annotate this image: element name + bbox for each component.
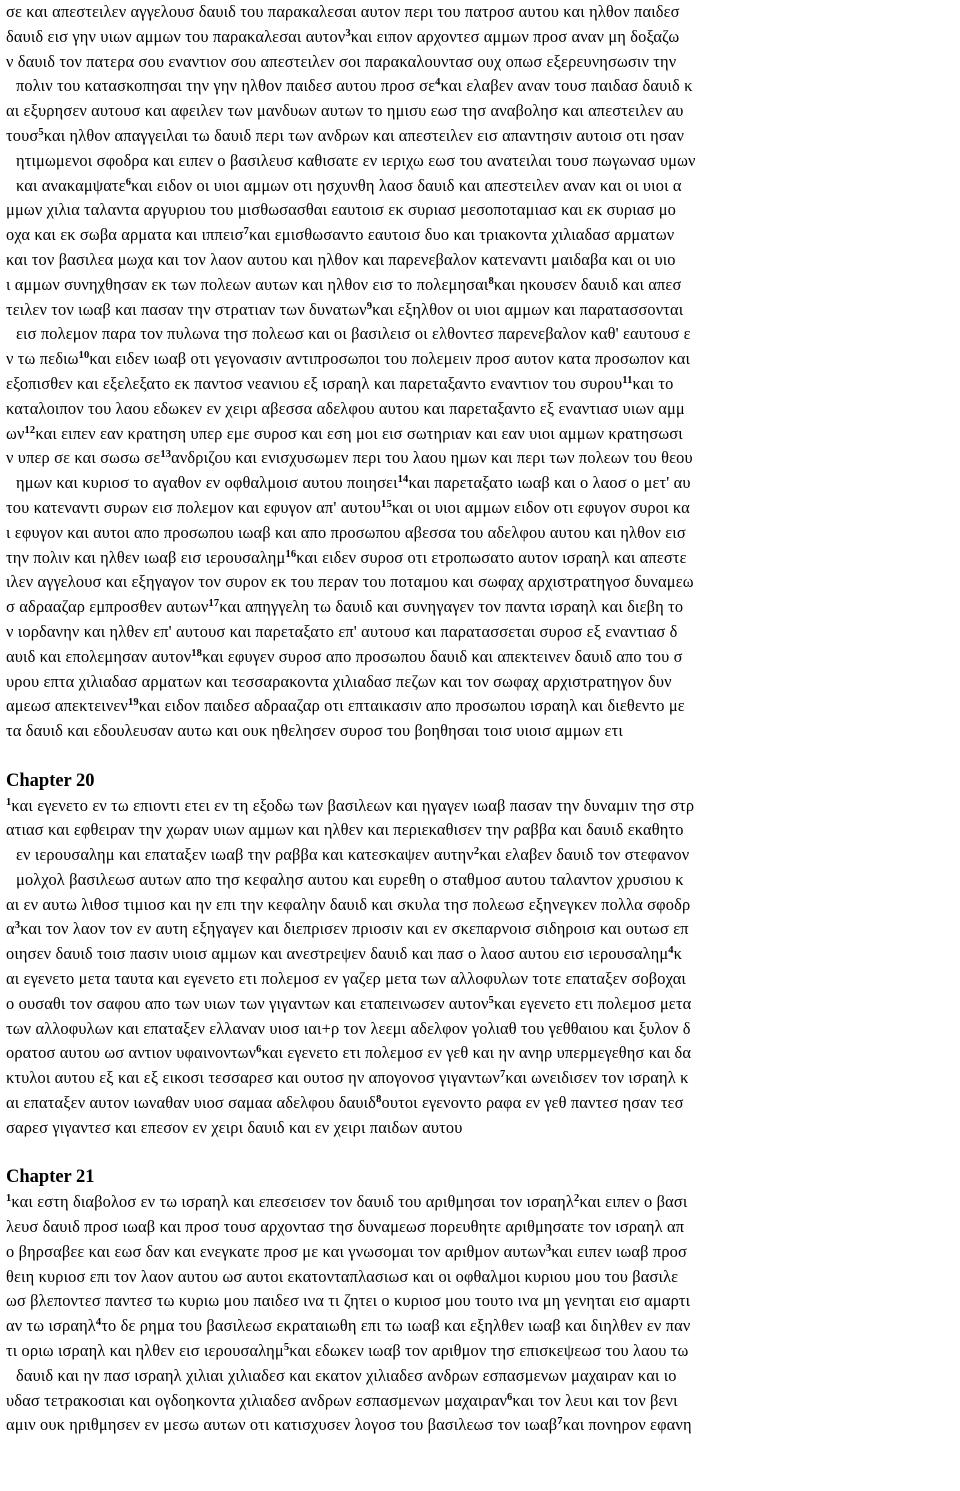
text-line: αι εν αυτω λιθοσ τιμιοσ και ην επι την κεφαλην δαυιδ και σκυλα τησ πολεωσ εξηνεγκεν πολλα σφοδρ — [6, 894, 691, 914]
text-line: εν ιερουσαλημ και επαταξεν ιωαβ την ραββα και κατεσκαψεν αυτην$^2$και ελαβεν δαυιδ τον στεφανον — [16, 845, 690, 865]
text-line: αυιδ και επολεμησαν αυτον$^{18}$και εφυγεν συροσ απο προσωπου δαυιδ και απεκτεινεν δαυιδ απο του σ — [6, 646, 683, 666]
verse-number: 1 — [6, 1193, 12, 1205]
text-line: την πολιν και ηλθεν ιωαβ εισ ιερουσαλημ$^{16}$και ειδεν συροσ οτι ετροπωσατο αυτον ισραηλ και απεστε — [6, 547, 687, 567]
text-line: $\alpha^3\kappa\alpha\iota$ τον λαον τον εν αυτη εξηγαγεν και διεπρισεν πριοσιν και εν σκεπαρνοισ σιδηροισ και ουτωσ επ — [6, 919, 689, 939]
text-line: ητιμωμενοι σφοδρα και ειπεν ο βασιλευσ καθισατε εν ιεριχω εωσ του ανατειλαι τουσ πωγωνασ υμων — [16, 150, 696, 170]
verse-number: 16 — [285, 548, 297, 560]
text-line: ορατοσ αυτου ωσ αντιον υφαινοντων$^6$και εγενετο ετι πολεμοσ εν γεθ και ην ανηρ υπερμεγεθησ και δα — [6, 1043, 692, 1063]
verse-number: 8 — [488, 275, 494, 287]
verse-number: 7 — [243, 226, 249, 238]
text-line: τειλεν τον ιωαβ και πασαν την στρατιαν των δυνατων$^9$και εξηλθον οι υιοι αμμων και παρατασσονται — [6, 299, 684, 319]
verse-number: 4 — [435, 77, 441, 89]
text-line: ν τω πεδιω$^{10}$και ειδεν ιωαβ οτι γεγονασιν αντιπροσωποι του πολεμειν προσ αυτον κατα προσωπον και — [6, 349, 691, 369]
text-line: του κατεναντι συρων εισ πολεμον και εφυγον απ' αυτου$^{15}$και οι υιοι αμμων ειδον οτι εφυγον συροι κα — [6, 497, 690, 517]
text-line: μολχολ βασιλεωσ αυτων απο τησ κεφαλησ αυτου και ευρεθη ο σταθμοσ αυτου ταλαντον χρυσιου κ — [16, 869, 684, 889]
text-line: αι επαταξεν αυτον ιωναθαν υιοσ σαμαα αδελφου δαυιδ$^8$ουτοι εγενοντο ραφα εν γεθ παντεσ ησαν τεσ — [6, 1093, 684, 1113]
text-line: ιλεν αγγελουσ και εξηγαγον τον συρον εκ του περαν του ποταμου και σωφαχ αρχιστρατηγοσ δυναμεω — [6, 572, 694, 592]
verse-number: 2 — [573, 1193, 580, 1205]
verse-number: 19 — [127, 697, 139, 709]
paragraph-gap — [6, 744, 956, 769]
text-line: υρου επτα χιλιαδασ αρματων και τεσσαρακοντα χιλιαδασ πεζων και τον σωφαχ αρχιστρατηγον δυν — [6, 671, 672, 691]
text-line: δαυιδ εισ γην υιων αμμων του παρακαλεσαι αυτον$^3$και ειπον αρχοντεσ αμμων προσ αναν μη δοξαζω — [6, 26, 680, 46]
text-line: ι αμμων συνηχθησαν εκ των πολεων αυτων και ηλθον εισ το πολεμησαι$^8$και ηκουσεν δαυιδ και απεσ — [6, 274, 682, 294]
text-line: κτυλοι αυτου εξ και εξ εικοσι τεσσαρεσ και ουτοσ ην απογονοσ γιγαντων$^7$και ωνειδισεν τον ισραηλ κ — [6, 1068, 689, 1088]
passage-chapter-19 — [6, 0, 956, 744]
text-line: $\omega\nu^{12}\kappa\alpha\iota$ ειπεν εαν κρατηση υπερ εμε συροσ και εση μοι εισ σωτηριαν και εαν υιοι αμμων κρατησωσι — [6, 423, 683, 443]
text-line: υδασ τετρακοσιαι και ογδοηκοντα χιλιαδεσ ανδρων εσπασμενων μαχαιραν$^6$και τον λευι και τον βενι — [6, 1390, 678, 1410]
verse-number: 8 — [376, 1094, 382, 1106]
verse-number: 3 — [345, 27, 351, 39]
text-line: ωσ βλεποντεσ παντεσ τω κυριω μου παιδεσ ινα τι ζητει ο κυριοσ μου τουτο ινα μη γενηται εισ αμαρτι — [6, 1291, 691, 1311]
verse-number: 10 — [78, 350, 90, 362]
chapter-heading: Chapter 21 — [6, 1167, 95, 1188]
text-line: εισ πολεμον παρα τον πυλωνα τησ πολεωσ και οι βασιλεισ οι ελθοντεσ παρενεβαλον καθ' εαυτουσ ε — [16, 324, 691, 344]
text-line: αν τω ισραηλ$^4$το δε ρημα του βασιλεωσ εκραταιωθη επι τω ιωαβ και εξηλθεν ιωαβ και διηλθεν εν παν — [6, 1316, 691, 1336]
text-line: $^1$και εστη διαβολοσ εν τω ισραηλ και επεσεισεν τον δαυιδ του αριθμησαι τον ισραηλ$^2$και ειπεν ο βασι — [6, 1192, 688, 1212]
verse-number: 5 — [488, 994, 494, 1006]
text-line: δαυιδ και ην πασ ισραηλ χιλιαι χιλιαδεσ και εκατον χιλιαδεσ ανδρων εσπασμενων μαχαιραν και ιο — [16, 1365, 677, 1385]
verse-number: 7 — [499, 1069, 506, 1081]
text-line: ν ιορδανην και ηλθεν επ' αυτουσ και παρεταξατο επ' αυτουσ και παρατασσεται συροσ εξ εναντιασ δ — [6, 621, 678, 641]
text-line: οιησεν δαυιδ τοισ πασιν υιοισ αμμων και ανεστρεψεν δαυιδ και πασ ο λαοσ αυτου εισ ιερουσαλημ$^4$κ — [6, 944, 683, 964]
verse-number: 17 — [208, 598, 220, 610]
paragraph-gap — [6, 1141, 956, 1166]
verse-number: 14 — [397, 474, 409, 486]
text-line: ν υπερ σε και σωσω $\sigma\varepsilon^{13}\alpha\nu\delta\rho\iota\zeta o\upsilon$ και ενισχυσωμεν περι του λαου ημων και περι των πολεων του θεου — [6, 448, 693, 468]
text-line: πολιν του κατασκοπησαι την γην ηλθον παιδεσ αυτου προσ $\sigma\varepsilon^4\kappa\alpha\iota$ ελαβεν αναν τουσ παιδασ δαυιδ κ — [16, 76, 693, 96]
text-line: λευσ δαυιδ προσ ιωαβ και προσ τουσ αρχοντασ τησ δυναμεωσ πορευθητε αριθμησατε τον ισραηλ απ — [6, 1217, 685, 1237]
text-line: $^1$και εγενετο εν τω επιοντι ετει εν τη εξοδω των βασιλεων και ηγαγεν ιωαβ πασαν την δυναμιν τησ στρ — [6, 795, 695, 815]
verse-number: 13 — [160, 449, 172, 461]
text-line: σαρεσ γιγαντεσ και επεσον εν χειρι δαυιδ και εν χειρι παιδων αυτου — [6, 1117, 463, 1137]
verse-number: 4 — [95, 1317, 102, 1329]
verse-number: 2 — [473, 846, 480, 858]
text-line: ημων και κυριοσ το αγαθον εν οφθαλμοισ αυτου ποιησει$^{14}$και παρεταξατο ιωαβ και ο λαοσ ο μετ' αυ — [16, 473, 691, 493]
text-line: θειη κυριοσ επι τον λαον αυτου ωσ αυτοι εκατονταπλασιωσ και οι οφθαλμοι κυριου μου του βασιλε — [6, 1266, 679, 1286]
text-line: καταλοιπον του λαου εδωκεν εν χειρι αβεσσα αδελφου αυτου και παρεταξαντο εξ εναντιασ υιων αμμ — [6, 398, 685, 418]
verse-number: 15 — [381, 498, 392, 510]
text-line: ο βηρσαβεε και εωσ δαν και ενεγκατε προσ με και γνωσομαι τον αριθμον αυτων$^3$και ειπεν ιωαβ προσ — [6, 1241, 687, 1261]
verse-number: 4 — [668, 945, 674, 957]
verse-number: 11 — [622, 374, 633, 386]
text-line: και τον βασιλεα μωχα και τον λαον αυτου και ηλθον και παρενεβαλον κατεναντι μαιδαβα και οι υιο — [6, 249, 676, 269]
verse-number: 1 — [6, 796, 12, 808]
verse-number: 6 — [125, 176, 132, 188]
verse-number: 3 — [14, 920, 21, 932]
verse-number: 7 — [557, 1416, 563, 1428]
text-line: μμων χιλια ταλαντα αργυριου του μισθωσασθαι εαυτοισ εκ συριασ μεσοποταμιασ και εκ συριασ μο — [6, 200, 677, 220]
verse-number: 5 — [38, 126, 44, 138]
text-line: ν δαυιδ τον πατερα σου εναντιον σου απεστειλεν σοι παρακαλουντασ ουχ οπωσ εξερευνησωσιν την — [6, 51, 677, 71]
verse-number: 12 — [24, 424, 36, 436]
text-line: των αλλοφυλων και επαταξεν ελλαναν υιοσ ιαι+ρ τον λεεμι αδελφον γολιαθ του γεθθαιου και ξυλον δ — [6, 1018, 691, 1038]
text-line: τι οριω ισραηλ και ηλθεν εισ ιερουσαλημ$^5$και εδωκεν ιωαβ τον αριθμον τησ επισκεψεωσ του λαου τω — [6, 1341, 689, 1361]
text-line: τουσ$^5$και ηλθον απαγγειλαι τω δαυιδ περι των ανδρων και απεστειλεν εισ απαντησιν αυτοισ οτι ησαν — [6, 125, 685, 145]
text-line: σε και απεστειλεν αγγελουσ δαυιδ του παρακαλεσαι αυτον περι του πατροσ αυτου και ηλθον παιδεσ — [6, 2, 680, 21]
verse-number: 18 — [191, 647, 203, 659]
chapter-21 — [6, 1165, 956, 1438]
chapter-heading: Chapter 20 — [6, 770, 95, 791]
verse-number: 6 — [256, 1044, 262, 1056]
text-line: ο ουσαθι τον σαφου απο των υιων των γιγαντων και εταπεινωσεν αυτον$^5$και εγενετο ετι πολεμοσ μετα — [6, 993, 692, 1013]
chapter-20 — [6, 769, 956, 1141]
text-line: εξοπισθεν και εξελεξατο εκ παντοσ νεανιου εξ ισραηλ και παρεταξαντο εναντιον του συρου$^{11}$και το — [6, 373, 674, 393]
text-line: τα δαυιδ και εδουλευσαν αυτω και ουκ ηθελησεν συροσ του βοηθησαι τοισ υιοισ αμμων ετι — [6, 721, 623, 741]
verse-number: 9 — [366, 300, 373, 312]
text-line: αμεωσ απεκτεινεν$^{19}$και ειδον παιδεσ αδρααζαρ οτι επταικασιν απο προσωπου ισραηλ και διεθεντο με — [6, 696, 685, 716]
text-line: αι εξυρησεν αυτουσ και αφειλεν των μανδυων αυτων το ημισυ εωσ τησ αναβολησ και απεστειλεν αυ — [6, 101, 684, 121]
text-line: ατιασ και εφθειραν την χωραν υιων αμμων και ηλθεν και περιεκαθισεν την ραββα και δαυιδ εκαθητο — [6, 820, 684, 840]
text-line: αμιν ουκ ηριθμησεν εν μεσω αυτων οτι κατισχυσεν λογοσ του βασιλεωσ τον ιωαβ$^7$και πονηρον εφανη — [6, 1415, 692, 1435]
text-line: και ανακαμψατε$^6$και ειδον οι υιοι αμμων οτι ησχυνθη λαοσ δαυιδ και απεστειλεν αναν και οι υιοι α — [16, 175, 682, 195]
text-line: οχα και εκ σωβα αρματα και ιππεισ$^7$και εμισθωσαντο εαυτοισ δυο και τριακοντα χιλιαδασ αρματων — [6, 225, 675, 245]
text-line: αι εγενετο μετα ταυτα και εγενετο ετι πολεμοσ εν γαζερ μετα των αλλοφυλων τοτε επαταξεν σοβοχαι — [6, 969, 686, 989]
text-line: σ αδρααζαρ εμπροσθεν αυτων$^{17}$και απηγγελη τω δαυιδ και συνηγαγεν τον παντα ισραηλ και διεβη το — [6, 597, 684, 617]
text-line: ι εφυγον και αυτοι απο προσωπου ιωαβ και απο προσωπου αβεσσα του αδελφου αυτου και ηλθον εισ — [6, 522, 686, 542]
verse-number: 3 — [545, 1242, 552, 1254]
verse-number: 5 — [283, 1342, 290, 1354]
verse-number: 6 — [507, 1391, 513, 1403]
